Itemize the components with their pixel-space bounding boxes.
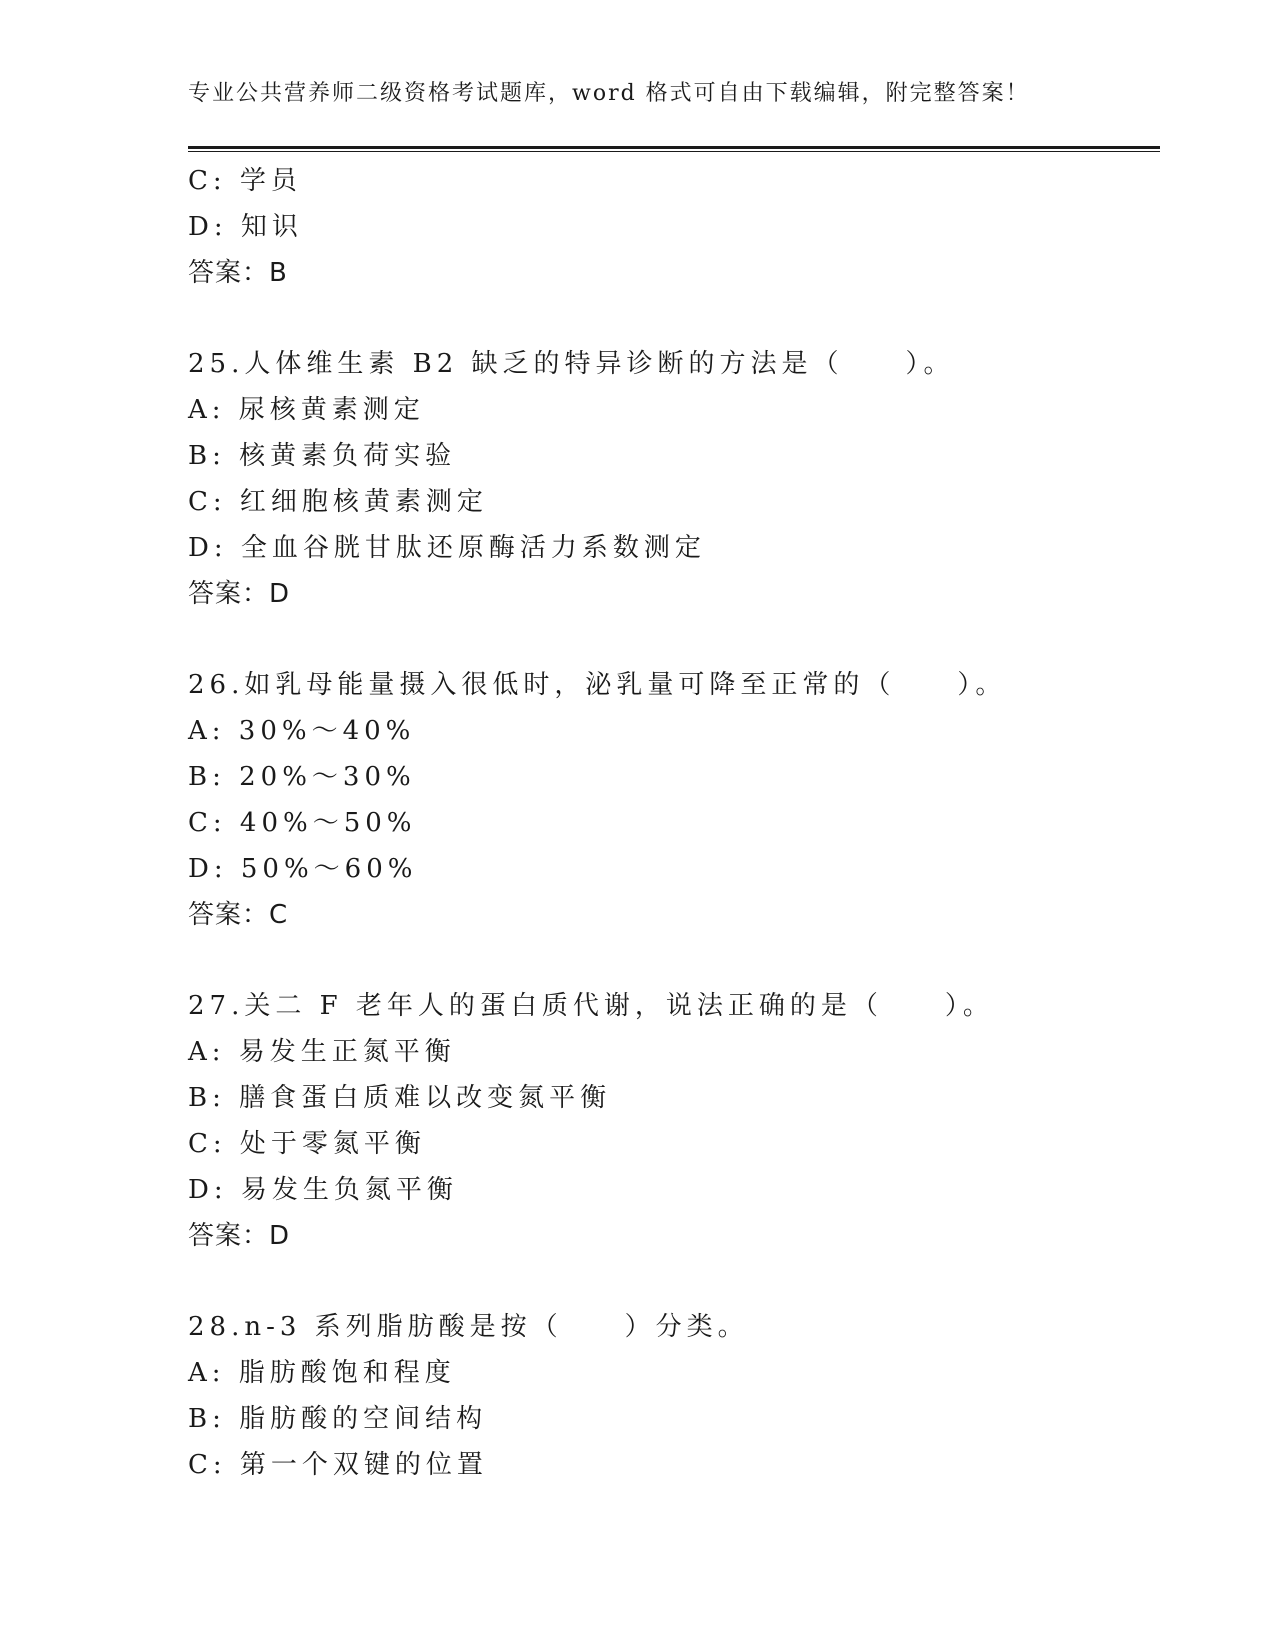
answer-line: 答案：D (188, 1221, 291, 1251)
option-b: B: 脂肪酸的空间结构 (188, 1404, 488, 1434)
question-list (188, 158, 1168, 1488)
option-b: B: 膳食蛋白质难以改变氮平衡 (188, 1083, 612, 1113)
option-c: C: 40%～50% (188, 808, 417, 838)
question-stem: 25.人体维生素 B2 缺乏的特异诊断的方法是（ ）。 (188, 349, 955, 379)
header-rule-thick (188, 146, 1160, 149)
option-d: D: 知识 (188, 212, 303, 242)
option-b: B: 核黄素负荷实验 (188, 441, 457, 471)
answer-line: 答案：B (188, 258, 288, 288)
option-a: A: 30%～40% (188, 716, 416, 746)
option-d: D: 50%～60% (188, 854, 418, 884)
header-rule-thin (188, 151, 1160, 152)
option-d: D: 全血谷胱甘肽还原酶活力系数测定 (188, 533, 706, 563)
question-block-28 (188, 1304, 1168, 1488)
option-c: C: 学员 (188, 166, 302, 196)
question-block-26 (188, 662, 1168, 938)
question-stem: 27.关二 F 老年人的蛋白质代谢，说法正确的是（ ）。 (188, 991, 994, 1021)
question-stem: 28.n-3 系列脂肪酸是按（ ）分类。 (188, 1312, 749, 1342)
option-a: A: 易发生正氮平衡 (188, 1037, 456, 1067)
option-c: C: 红细胞核黄素测定 (188, 487, 488, 517)
question-stem: 26.如乳母能量摄入很低时，泌乳量可降至正常的（ ）。 (188, 670, 1007, 700)
page-header: 专业公共营养师二级资格考试题库，word 格式可自由下载编辑，附完整答案！ (188, 81, 1030, 106)
question-block-27 (188, 983, 1168, 1259)
option-c: C: 第一个双键的位置 (188, 1450, 488, 1480)
question-block-continued (188, 158, 1168, 296)
option-a: A: 脂肪酸饱和程度 (188, 1358, 456, 1388)
answer-line: 答案：C (188, 900, 289, 930)
question-block-25 (188, 341, 1168, 617)
option-d: D: 易发生负氮平衡 (188, 1175, 458, 1205)
option-c: C: 处于零氮平衡 (188, 1129, 426, 1159)
option-a: A: 尿核黄素测定 (188, 395, 425, 425)
answer-line: 答案：D (188, 579, 291, 609)
option-b: B: 20%～30% (188, 762, 416, 792)
